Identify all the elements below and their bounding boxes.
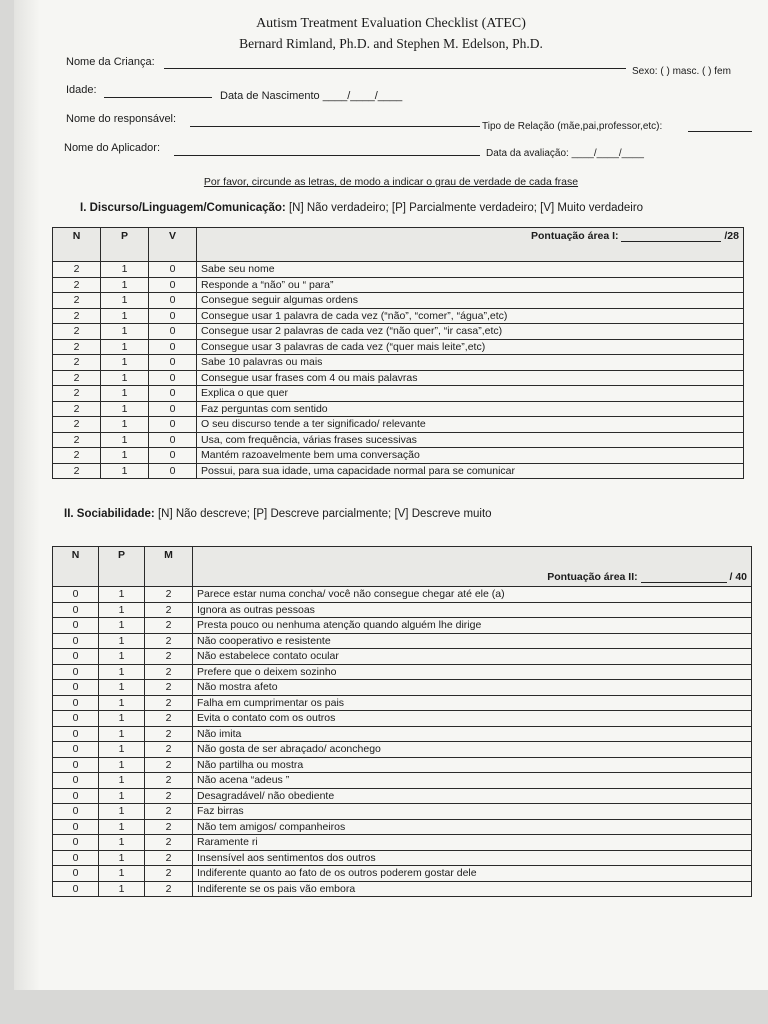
score-option[interactable]: 0 — [149, 463, 197, 479]
item-text: Responde a “não” ou “ para” — [197, 277, 744, 293]
table-row — [53, 649, 752, 665]
score-option[interactable]: 0 — [53, 711, 99, 727]
score-option[interactable]: 2 — [53, 355, 101, 371]
item-text: Não acena “adeus ” — [193, 773, 752, 789]
score-option[interactable]: 1 — [101, 417, 149, 433]
section2-col-n: N — [53, 547, 99, 587]
birth-date-field[interactable]: Data de Nascimento ____/____/____ — [220, 90, 403, 102]
score-option[interactable]: 2 — [145, 587, 193, 603]
score-option[interactable]: 2 — [145, 788, 193, 804]
table-row — [53, 386, 744, 402]
table-row — [53, 664, 752, 680]
score-option[interactable]: 1 — [101, 262, 149, 278]
score-option[interactable]: 1 — [99, 819, 145, 835]
section1-heading — [80, 202, 643, 214]
table-row — [53, 804, 752, 820]
score-option[interactable]: 1 — [101, 293, 149, 309]
instruction-text: Por favor, circunde as letras, de modo a indicar o grau de verdade de cada frase — [203, 176, 579, 188]
section1-score-blank[interactable] — [621, 241, 721, 242]
score-option[interactable]: 1 — [99, 788, 145, 804]
table-row — [53, 618, 752, 634]
score-option[interactable]: 0 — [53, 850, 99, 866]
item-text: Mantém razoavelmente bem uma conversação — [197, 448, 744, 464]
document-title: Autism Treatment Evaluation Checklist (ATEC) — [256, 16, 526, 31]
relation-label: Tipo de Relação (mãe,pai,professor,etc): — [482, 121, 663, 132]
score-option[interactable]: 1 — [99, 633, 145, 649]
score-option[interactable]: 1 — [101, 324, 149, 340]
score-option[interactable]: 2 — [53, 324, 101, 340]
sex-field[interactable]: Sexo: ( ) masc. ( ) fem — [632, 66, 731, 77]
age-label: Idade: — [66, 84, 97, 96]
score-option[interactable]: 1 — [99, 726, 145, 742]
score-option[interactable]: 2 — [53, 401, 101, 417]
score-option[interactable]: 2 — [145, 726, 193, 742]
table-row — [53, 587, 752, 603]
score-option[interactable]: 0 — [149, 293, 197, 309]
score-option[interactable]: 0 — [149, 448, 197, 464]
table-row — [53, 448, 744, 464]
score-option[interactable]: 0 — [53, 788, 99, 804]
item-text: Não imita — [193, 726, 752, 742]
section1-legend: [N] Não verdadeiro; [P] Parcialmente verdadeiro; [V] Muito verdadeiro — [288, 202, 644, 214]
score-option[interactable]: 2 — [145, 866, 193, 882]
score-option[interactable]: 2 — [53, 339, 101, 355]
table-row — [53, 293, 744, 309]
item-text: Indiferente se os pais vão embora — [193, 881, 752, 897]
score-option[interactable]: 0 — [149, 370, 197, 386]
score-option[interactable]: 0 — [149, 386, 197, 402]
item-text: Indiferente quanto ao fato de os outros poderem gostar dele — [193, 866, 752, 882]
section2-heading — [64, 508, 492, 520]
score-option[interactable]: 2 — [145, 757, 193, 773]
item-text: Falha em cumprimentar os pais — [193, 695, 752, 711]
table-row — [53, 277, 744, 293]
guardian-field[interactable] — [190, 126, 480, 127]
score-option[interactable]: 1 — [99, 835, 145, 851]
score-option[interactable]: 1 — [101, 355, 149, 371]
score-option[interactable]: 1 — [99, 850, 145, 866]
item-text: Consegue usar 2 palavras de cada vez (“não quer”, “ir casa”,etc) — [197, 324, 744, 340]
score-option[interactable]: 0 — [53, 587, 99, 603]
score-option[interactable]: 1 — [99, 649, 145, 665]
score-option[interactable]: 2 — [145, 680, 193, 696]
score-option[interactable]: 1 — [101, 277, 149, 293]
item-text: Sabe seu nome — [197, 262, 744, 278]
section2-score — [193, 547, 752, 587]
section2-table — [52, 546, 752, 897]
score-option[interactable]: 0 — [149, 277, 197, 293]
section1-col-p: P — [101, 228, 149, 262]
score-option[interactable]: 1 — [99, 602, 145, 618]
score-option[interactable]: 2 — [53, 293, 101, 309]
child-name-label: Nome da Criança: — [66, 56, 155, 68]
section2-legend: [N] Não descreve; [P] Descreve parcialmente; [V] Descreve muito — [157, 508, 492, 520]
score-option[interactable]: 0 — [53, 602, 99, 618]
score-option[interactable]: 0 — [149, 401, 197, 417]
table-row — [53, 695, 752, 711]
table-row — [53, 866, 752, 882]
section2-score-label: Pontuação área II: — [547, 571, 638, 583]
item-text: Não tem amigos/ companheiros — [193, 819, 752, 835]
score-option[interactable]: 0 — [149, 417, 197, 433]
score-option[interactable]: 2 — [145, 602, 193, 618]
score-option[interactable]: 0 — [53, 866, 99, 882]
section2-score-blank[interactable] — [641, 582, 727, 583]
score-option[interactable]: 2 — [53, 308, 101, 324]
score-option[interactable]: 1 — [99, 618, 145, 634]
item-text: Insensível aos sentimentos dos outros — [193, 850, 752, 866]
table-row — [53, 355, 744, 371]
section1-score — [197, 228, 744, 262]
item-text: Não estabelece contato ocular — [193, 649, 752, 665]
item-text: Consegue usar 3 palavras de cada vez (“quer mais leite”,etc) — [197, 339, 744, 355]
section2-col-p: P — [99, 547, 145, 587]
score-option[interactable]: 1 — [99, 742, 145, 758]
item-text: Evita o contato com os outros — [193, 711, 752, 727]
score-option[interactable]: 2 — [53, 370, 101, 386]
score-option[interactable]: 0 — [53, 726, 99, 742]
score-option[interactable]: 0 — [53, 881, 99, 897]
table-row — [53, 308, 744, 324]
item-text: Presta pouco ou nenhuma atenção quando alguém lhe dirige — [193, 618, 752, 634]
table-row — [53, 711, 752, 727]
item-text: Não mostra afeto — [193, 680, 752, 696]
score-option[interactable]: 1 — [101, 339, 149, 355]
score-option[interactable]: 0 — [53, 664, 99, 680]
document-authors: Bernard Rimland, Ph.D. and Stephen M. Edelson, Ph.D. — [239, 36, 543, 51]
page-shadow — [14, 0, 40, 990]
table-row — [53, 726, 752, 742]
score-option[interactable]: 0 — [149, 432, 197, 448]
score-option[interactable]: 0 — [53, 757, 99, 773]
score-option[interactable]: 2 — [53, 417, 101, 433]
table-row — [53, 835, 752, 851]
score-option[interactable]: 1 — [99, 757, 145, 773]
score-option[interactable]: 1 — [101, 463, 149, 479]
score-option[interactable]: 0 — [149, 308, 197, 324]
score-option[interactable]: 1 — [101, 432, 149, 448]
item-text: Sabe 10 palavras ou mais — [197, 355, 744, 371]
eval-date-field[interactable]: Data da avaliação: ____/____/____ — [486, 148, 644, 159]
score-option[interactable]: 1 — [99, 881, 145, 897]
score-option[interactable]: 2 — [145, 819, 193, 835]
score-option[interactable]: 2 — [145, 633, 193, 649]
item-text: Parece estar numa concha/ você não consegue chegar até ele (a) — [193, 587, 752, 603]
applicator-label: Nome do Aplicador: — [64, 142, 160, 154]
item-text: Prefere que o deixem sozinho — [193, 664, 752, 680]
item-text: O seu discurso tende a ter significado/ relevante — [197, 417, 744, 433]
score-option[interactable]: 1 — [99, 866, 145, 882]
table-row — [53, 324, 744, 340]
table-row — [53, 742, 752, 758]
score-option[interactable]: 0 — [53, 695, 99, 711]
score-option[interactable]: 1 — [101, 386, 149, 402]
section1-col-v: V — [149, 228, 197, 262]
section1-table — [52, 227, 744, 479]
score-option[interactable]: 1 — [99, 680, 145, 696]
score-option[interactable]: 0 — [53, 680, 99, 696]
score-option[interactable]: 0 — [149, 262, 197, 278]
table-row — [53, 680, 752, 696]
score-option[interactable]: 1 — [99, 804, 145, 820]
table-row — [53, 788, 752, 804]
item-text: Raramente ri — [193, 835, 752, 851]
age-field[interactable] — [104, 97, 212, 98]
score-option[interactable]: 1 — [101, 308, 149, 324]
score-option[interactable]: 0 — [53, 649, 99, 665]
score-option[interactable]: 2 — [145, 695, 193, 711]
applicator-field[interactable] — [174, 155, 480, 156]
score-option[interactable]: 1 — [99, 695, 145, 711]
item-text: Usa, com frequência, várias frases sucessivas — [197, 432, 744, 448]
item-text: Explica o que quer — [197, 386, 744, 402]
score-option[interactable]: 2 — [145, 618, 193, 634]
score-option[interactable]: 2 — [145, 850, 193, 866]
score-option[interactable]: 2 — [145, 711, 193, 727]
item-text: Faz birras — [193, 804, 752, 820]
guardian-label: Nome do responsável: — [66, 113, 177, 125]
checklist-sheet — [14, 0, 768, 990]
score-option[interactable]: 1 — [101, 401, 149, 417]
section1-col-n: N — [53, 228, 101, 262]
table-row — [53, 850, 752, 866]
table-row — [53, 757, 752, 773]
score-option[interactable]: 0 — [53, 835, 99, 851]
item-text: Não partilha ou mostra — [193, 757, 752, 773]
score-option[interactable]: 2 — [53, 448, 101, 464]
score-option[interactable]: 2 — [145, 649, 193, 665]
score-option[interactable]: 0 — [149, 355, 197, 371]
section2-score-max: / 40 — [729, 571, 747, 583]
item-text: Ignora as outras pessoas — [193, 602, 752, 618]
score-option[interactable]: 0 — [53, 819, 99, 835]
table-row — [53, 881, 752, 897]
item-text: Consegue usar 1 palavra de cada vez (“não”, “comer”, “água”,etc) — [197, 308, 744, 324]
table-row — [53, 602, 752, 618]
table-row — [53, 370, 744, 386]
item-text: Não gosta de ser abraçado/ aconchego — [193, 742, 752, 758]
section1-title: I. Discurso/Linguagem/Comunicação: — [80, 202, 286, 214]
table-row — [53, 262, 744, 278]
item-text: Faz perguntas com sentido — [197, 401, 744, 417]
section1-score-label: Pontuação área I: — [531, 230, 619, 242]
table-row — [53, 432, 744, 448]
score-option[interactable]: 2 — [53, 432, 101, 448]
score-option[interactable]: 1 — [99, 664, 145, 680]
score-option[interactable]: 2 — [145, 835, 193, 851]
score-option[interactable]: 0 — [53, 633, 99, 649]
score-option[interactable]: 2 — [145, 881, 193, 897]
table-row — [53, 401, 744, 417]
score-option[interactable]: 2 — [145, 742, 193, 758]
score-option[interactable]: 1 — [99, 711, 145, 727]
item-text: Não cooperativo e resistente — [193, 633, 752, 649]
score-option[interactable]: 2 — [53, 386, 101, 402]
item-text: Possui, para sua idade, uma capacidade normal para se comunicar — [197, 463, 744, 479]
score-option[interactable]: 1 — [99, 587, 145, 603]
score-option[interactable]: 2 — [53, 277, 101, 293]
score-option[interactable]: 0 — [53, 742, 99, 758]
table-row — [53, 417, 744, 433]
score-option[interactable]: 2 — [53, 262, 101, 278]
score-option[interactable]: 2 — [145, 773, 193, 789]
table-row — [53, 819, 752, 835]
score-option[interactable]: 2 — [145, 804, 193, 820]
relation-field[interactable] — [688, 131, 752, 132]
table-row — [53, 633, 752, 649]
item-text: Consegue usar frases com 4 ou mais palavras — [197, 370, 744, 386]
section2-title: II. Sociabilidade: — [64, 508, 155, 520]
table-row — [53, 773, 752, 789]
item-text: Consegue seguir algumas ordens — [197, 293, 744, 309]
item-text: Desagradável/ não obediente — [193, 788, 752, 804]
score-option[interactable]: 1 — [99, 773, 145, 789]
score-option[interactable]: 0 — [53, 773, 99, 789]
score-option[interactable]: 0 — [149, 339, 197, 355]
score-option[interactable]: 2 — [53, 463, 101, 479]
score-option[interactable]: 0 — [53, 618, 99, 634]
table-row — [53, 463, 744, 479]
score-option[interactable]: 1 — [101, 370, 149, 386]
score-option[interactable]: 0 — [149, 324, 197, 340]
child-name-field[interactable] — [164, 68, 626, 69]
score-option[interactable]: 2 — [145, 664, 193, 680]
score-option[interactable]: 1 — [101, 448, 149, 464]
section1-score-max: /28 — [724, 230, 739, 242]
table-row — [53, 339, 744, 355]
section2-col-m: M — [145, 547, 193, 587]
score-option[interactable]: 0 — [53, 804, 99, 820]
